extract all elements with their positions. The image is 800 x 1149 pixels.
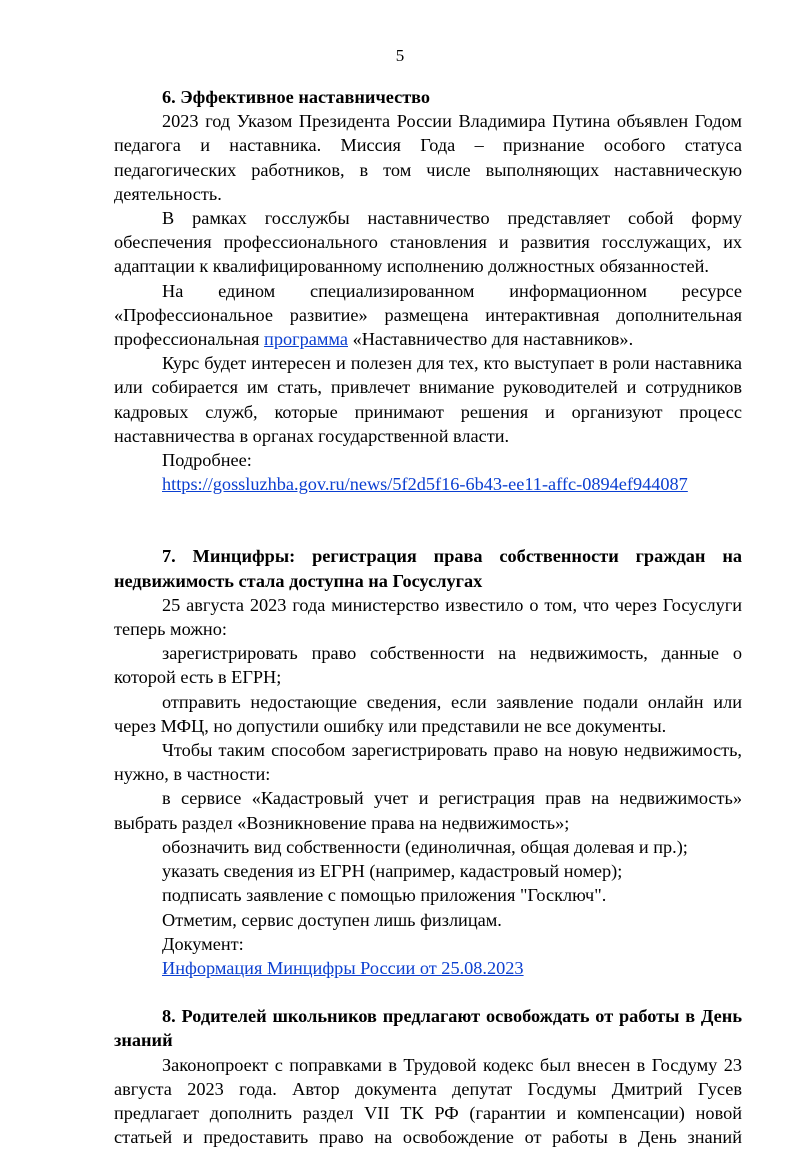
section-7-paragraph-1: 25 августа 2023 года министерство известило о том, что через Госуслуги теперь можно: (114, 594, 742, 640)
section-7-heading: 7. Минцифры: регистрация права собственности граждан на недвижимость стала доступна на Госуслугах (114, 546, 742, 591)
section-7-paragraph-6: обозначить вид собственности (единоличная, общая долевая и пр.); (162, 836, 688, 857)
gossluzhba-news-link[interactable]: https://gossluzhba.gov.ru/news/5f2d5f16-6b43-ee11-affc-0894ef944087 (162, 474, 688, 495)
section-spacer (114, 980, 742, 1004)
section-6-paragraph-2: В рамках госслужбы наставничество представляет собой форму обеспечения профессионального становления и развития госслужащих, их адаптации к квалифицированному исполнению должностных обязанностей. (114, 208, 742, 277)
section-7-paragraph-3: отправить недостающие сведения, если заявление подали онлайн или через МФЦ, но допустили ошибку или представили не все документы. (114, 691, 742, 736)
section-6-paragraph-3 (114, 279, 742, 352)
section-6-heading: 6. Эффективное наставничество (162, 87, 431, 107)
section-7-paragraph-2: зарегистрировать право собственности на недвижимость, данные о которой есть в ЕГРН; (114, 643, 742, 688)
section-spacer (114, 496, 742, 544)
page-number: 5 (395, 46, 405, 65)
section-8-paragraph-1: Законопроект с поправками в Трудовой кодекс был внесен в Госдуму 23 августа 2023 года. Автор документа депутат Госдумы Дмитрий Гусев предлагает дополнить раздел VII ТК РФ (гарантии и компенсации) новой статьей и предоставить право на освобождение от работы в День знаний (114, 1054, 742, 1148)
section-6 (114, 85, 742, 496)
document-label: Документ: (162, 933, 244, 954)
section-6-paragraph-1: 2023 год Указом Президента России Владимира Путина объявлен Годом педагога и наставника. Миссия Года – признание особого статуса педагогических работников, в том числе выполняющих наставническую деятельность. (114, 111, 742, 204)
program-link[interactable]: программа (264, 329, 348, 350)
section-8-heading: 8. Родителей школьников предлагают освобождать от работы в День знаний (114, 1006, 742, 1051)
document-body (114, 85, 742, 1149)
section-7-paragraph-5: в сервисе «Кадастровый учет и регистрация прав на недвижимость» выбрать раздел «Возникновение права на недвижимость»; (114, 788, 742, 833)
section-7 (114, 544, 742, 980)
document-link-line (114, 956, 742, 980)
mincifry-info-link[interactable]: Информация Минцифры России от 25.08.2023 (162, 957, 524, 978)
section-7-paragraph-4: Чтобы таким способом зарегистрировать право на новую недвижимость, нужно, в частности: (114, 740, 742, 785)
more-link-line (114, 472, 742, 496)
section-7-paragraph-7: указать сведения из ЕГРН (например, кадастровый номер); (162, 861, 623, 882)
section-8 (114, 1004, 742, 1149)
section-6-paragraph-3-text-a: На едином специализированном информационном ресурсе «Профессиональное развитие» размещена интерактивная дополнительная профессиональная (114, 280, 742, 350)
section-6-paragraph-4: Курс будет интересен и полезен для тех, кто выступает в роли наставника или собирается им стать, привлечет внимание руководителей и сотрудников кадровых служб, которые принимают решения и организуют процесс наставничества в органах государственной власти. (114, 353, 742, 446)
more-label: Подробнее: (162, 450, 252, 471)
section-7-paragraph-8: подписать заявление с помощью приложения "Госключ". (162, 885, 607, 906)
section-7-paragraph-9: Отметим, сервис доступен лишь физлицам. (162, 909, 502, 930)
section-6-paragraph-3-text-b: «Наставничество для наставников». (352, 329, 634, 350)
